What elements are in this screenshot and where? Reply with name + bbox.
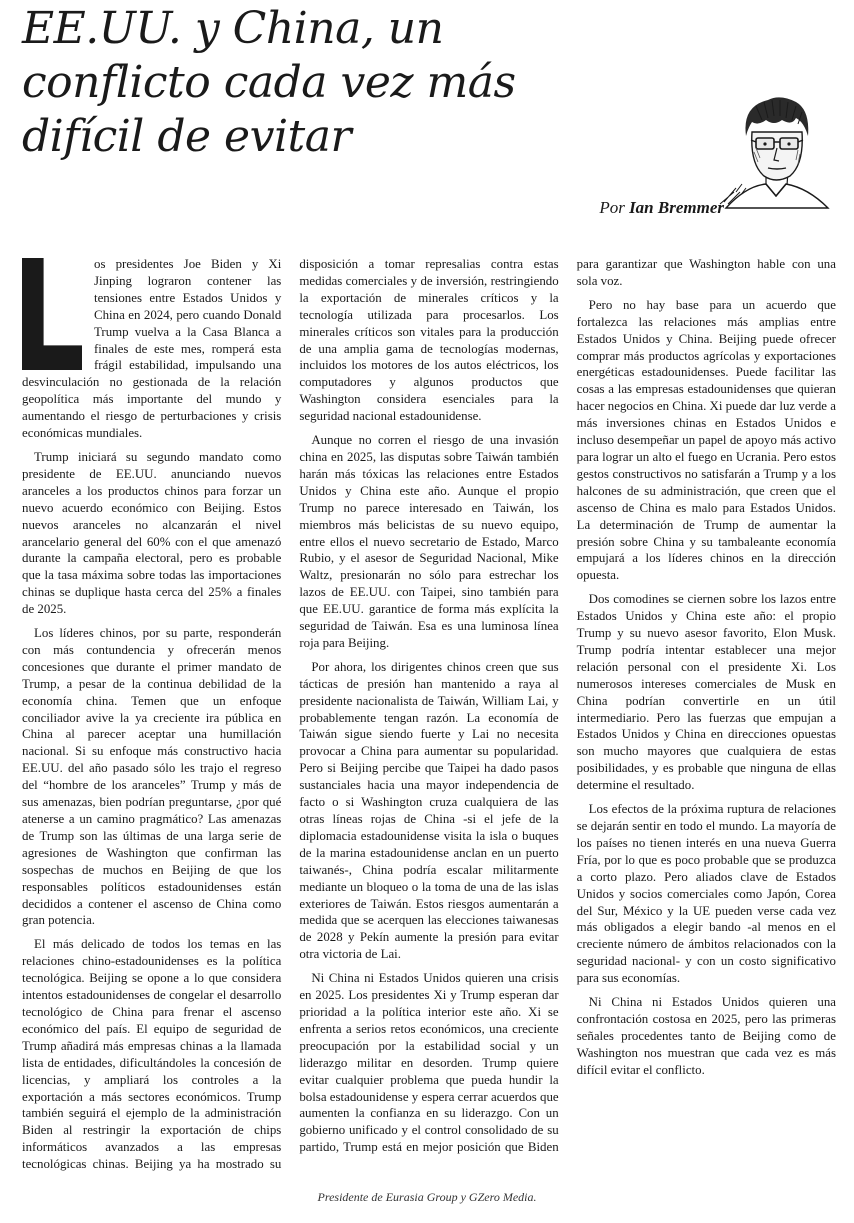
article-body <box>22 256 836 1176</box>
article-paragraph: Los efectos de la próxima ruptura de relaciones se dejarán sentir en todo el mundo. La mayoría de los países no tienen interés en una nueva Guerra Fría, por lo que es poco probable que se produzca a corto plazo. Pero aliados clave de Estados Unidos y socios comerciales como Japón, Corea del Sur, México y la UE pueden verse cada vez más obligados a elegir bando -al menos en el creciente número de ámbitos relacionados con la seguridad nacional- y con un costo significativo para sus economías. <box>576 802 836 986</box>
byline-prefix: Por <box>599 198 625 217</box>
paragraph-text: os presidentes Joe Biden y Xi Jinping lograron contener las tensiones entre Estados Unidos y China en 2024, pero cuando Donald Trump vuelva a la Casa Blanca a finales de este mes, romperá esta frágil estabilidad, impulsando una desvinculación no gestionada de la relación geopolítica más importante del mundo y aumentando el riesgo de perturbaciones y crisis económicas mundiales. <box>22 257 282 441</box>
author-portrait <box>716 92 836 210</box>
author-bio-footer: Presidente de Eurasia Group y GZero Media. <box>317 1190 537 1204</box>
headline: EE.UU. y China, un conflicto cada vez más difícil de evitar <box>22 3 516 162</box>
drop-cap-letter <box>22 258 82 370</box>
article-paragraph: Ni China ni Estados Unidos quieren una crisis en 2025. Los presidentes Xi y Trump esperan dar prioridad a la política interior este año. Xi se enfrenta a serios retos económicos, una creciente preocupación por la estabilidad social y un liderazgo militar en desorden. Trump quiere evitar cualquier problema que pueda hundir la bolsa estadounidense y espera cerrar acuerdos que aumenten la confianza en su liderazgo. Con un gobierno unificado y el control consolidado de su partido, Trump está en mejor posición que Biden para garantizar que Washington hable con una sola voz. <box>299 257 836 1155</box>
byline <box>599 198 724 218</box>
article-paragraph <box>22 256 281 442</box>
article-paragraph: El más delicado de todos los temas en las relaciones chino-estadounidenses es la política tecnológica. Beijing se opone a lo que considera intentos estadounidenses de congelar el desarrollo tecnológico de China para frenar el ascenso económico del país. El equipo de seguridad de Trump añadirá más empresas chinas a la llamada lista de entidades, dificultándoles la concesión de licencias, y ampliará los controles a la exportación a más sectores económicos. Trump también seguirá el ejemplo de la administración Biden al restringir la exportación de chips informáticos avanzados a las empresas tecnológicas chinas. Beijing ya ha mostrado su disposición a tomar represalias contra estas medidas comerciales y de inversión, restringiendo la exportación de minerales críticos y la tecnología utilizada para procesarlos. Los minerales críticos son vitales para la producción de una amplia gama de tecnologías modernas, incluidos los motores de los autos eléctricos, los computadores y algunos productos que Washington considera esenciales para la seguridad nacional estadounidense. <box>22 257 559 1172</box>
article-paragraph: Aunque no corren el riesgo de una invasión china en 2025, las disputas sobre Taiwán también harán más tóxicas las relaciones entre Estados Unidos y China este año. Aunque el propio Trump no parece interesado en Taiwán, los miembros más belicistas de su nuevo equipo, entre ellos el nuevo secretario de Estado, Marco Rubio, y el asesor de Seguridad Nacional, Mike Waltz, presionarán no sólo para estrechar los lazos de EE.UU. con Taipei, sino también para que EE.UU. garantice de forma más explícita la seguridad de Taiwán. Esa es una luminosa línea roja para Beijing. <box>299 433 559 650</box>
article-paragraph: Los líderes chinos, por su parte, responderán con más contundencia y ofrecerán menos concesiones que durante el primer mandato de Trump, a pesar de la continua debilidad de la economía china. Temen que un enfoque conciliador avive la ya creciente ira pública en China al parecer aceptar una humillación nacional. Si su enfoque más constructivo hacia EE.UU. del año pasado sólo les trajo el regreso del “hombre de los aranceles” Trump y más de sus amenazas, bien podrían preguntarse, ¿por qué atenerse a un camino pragmático? Las amenazas de Trump son las últimas de una larga serie de agresiones de Washington que confirman las sospechas de muchos en Beijing de que los responsables políticos estadounidenses están decididos a contener el ascenso de China como gran potencia. <box>22 626 282 928</box>
article-paragraph: Trump iniciará su segundo mandato como presidente de EE.UU. anunciando nuevos aranceles a los productos chinos para forzar un nuevo acuerdo económico con Beijing. Estos nuevos aranceles no alcanzarán el nivel arancelario general del 60% con el que amenazó durante la campaña electoral, pero es probable que la tasa máxima sobre todas las importaciones chinas se duplique hasta cerca del 25% a finales de 2025. <box>22 449 282 617</box>
article-paragraph: Dos comodines se ciernen sobre los lazos entre Estados Unidos y China este año: el propio Trump y su nuevo asesor favorito, Elon Musk. Trump podría intentar establecer una mejor relación personal con el presidente Xi. Los numerosos intereses comerciales de Musk en China podrían convertirle en un útil intermediario. Pero las fuerzas que empujan a Estados Unidos y China en direcciones opuestas son mucho mayores que cualquiera de estas posibilidades, y es probable que ninguna de ellas determine el resultado. <box>576 592 836 793</box>
article-paragraph: Pero no hay base para un acuerdo que fortalezca las relaciones más amplias entre Estados Unidos y China. Beijing puede ofrecer comprar más productos agrícolas y exportaciones energéticas estadounidenses. Puede facilitar las cosas a las empresas estadounidenses que quieran hacer negocios en China. Xi puede dar luz verde a más inversiones chinas en Estados Unidos e incluso desempeñar un papel de apoyo más activo para lograr un alto el fuego en Ucrania. Pero estos gestos constructivos no satisfarán a Trump y a los halcones de su administración, que creen que el ascenso de China es malo para Estados Unidos. La determinación de Trump de aumentar la presión sobre China y su tambaleante economía empujará a los líderes chinos en la dirección opuesta. <box>576 297 836 583</box>
byline-author: Ian Bremmer <box>629 198 724 217</box>
article-paragraph: Ni China ni Estados Unidos quieren una confrontación costosa en 2025, pero las primeras señales procedentes tanto de Beijing como de Washington nos muestran que cada vez es más difícil evitar el conflicto. <box>576 995 836 1077</box>
article-paragraph: Por ahora, los dirigentes chinos creen que sus tácticas de presión han mantenido a raya al presidente nacionalista de Taiwán, William Lai, y probablemente tengan razón. La economía de Taiwán sigue siendo fuerte y Lai no necesita provocar a China para aumentar su popularidad. Pero si Beijing percibe que Taipei ha dado pasos sustanciales hacia una mayor independencia de facto o si Washington cruza cualquiera de las otras líneas rojas de China -si el jefe de la diplomacia estadounidense visita la isla o buques de la marina estadounidense anclan en un puerto taiwanés-, China podría escalar militarmente mediante un bloqueo o la toma de una de las islas exteriores de Taiwán. Estos riesgos aumentarán a medida que se acerquen las elecciones taiwanesas de 2028 y Pekín aumente la presión para evitar otra victoria de Lai. <box>299 659 559 962</box>
